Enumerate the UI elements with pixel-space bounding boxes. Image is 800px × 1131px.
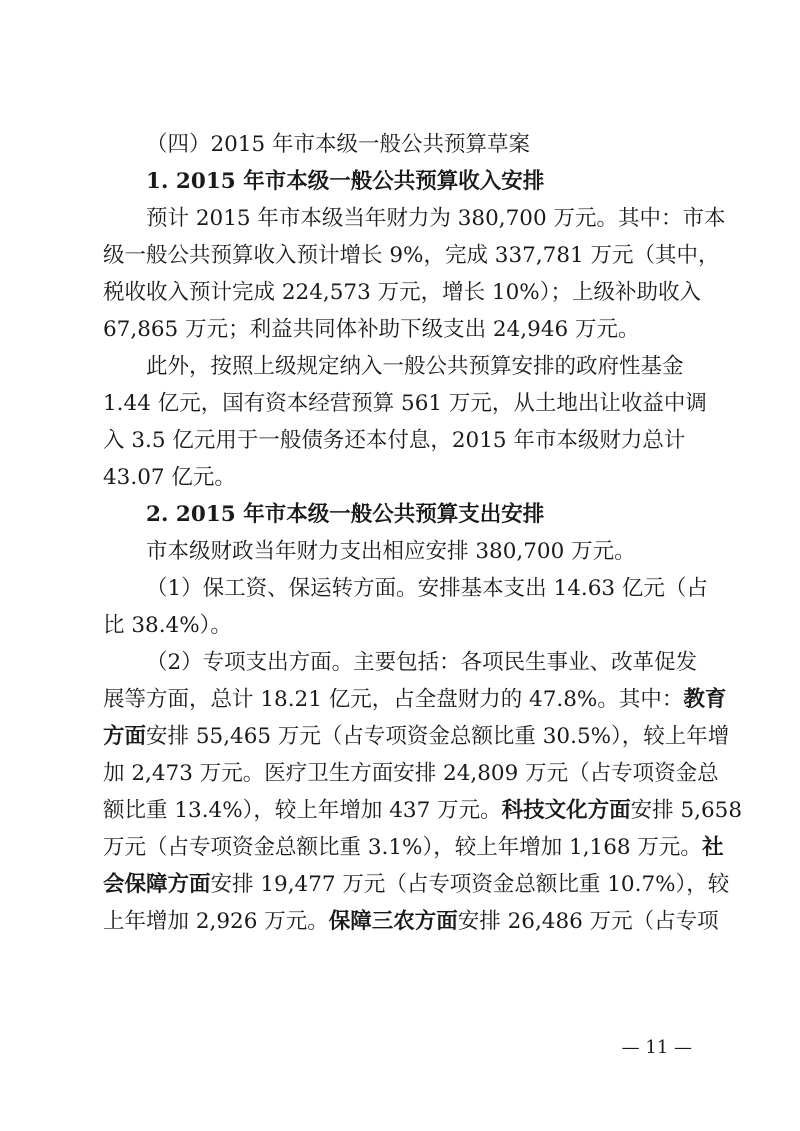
paragraph-line (103, 903, 719, 940)
paragraph-line: （2）专项支出方面。主要包括：各项民生事业、改革促发 (146, 650, 698, 675)
paragraph-line: 比 38.4%）。 (103, 613, 232, 638)
text-run: 安排 55,465 万元（占专项资金总额比重 30.5%），较上年增 (146, 724, 730, 749)
text-run: 上年增加 2,926 万元。 (103, 909, 329, 934)
page-content (103, 126, 742, 940)
bold-keyword: 社 (701, 835, 724, 860)
bold-keyword: 教育 (683, 687, 727, 712)
paragraph-line (103, 866, 730, 903)
paragraph-line: 预计 2015 年市本级当年财力为 380,700 万元。其中：市本 (146, 206, 726, 231)
paragraph-line (103, 829, 724, 866)
paragraph-line: 市本级财政当年财力支出相应安排 380,700 万元。 (146, 539, 636, 564)
text-run: 展等方面，总计 18.21 亿元，占全盘财力的 47.8%。其中： (103, 687, 684, 712)
paragraph-line: 级一般公共预算收入预计增长 9%，完成 337,781 万元（其中， (103, 243, 720, 268)
paragraph-line: 此外，按照上级规定纳入一般公共预算安排的政府性基金 (146, 354, 684, 379)
page-number: — 11 — (621, 1037, 692, 1058)
paragraph-line (103, 792, 742, 829)
paragraph-line (103, 718, 730, 755)
paragraph-line: 67,865 万元；利益共同体补助下级支出 24,946 万元。 (103, 317, 640, 342)
paragraph-line: （1）保工资、保运转方面。安排基本支出 14.63 亿元（占 (146, 576, 708, 601)
text-run: 安排 26,486 万元（占专项 (457, 909, 719, 934)
text-run: 安排 5,658 (630, 798, 742, 823)
paragraph-line: 1.44 亿元，国有资本经营预算 561 万元，从土地出让收益中调 (103, 391, 707, 416)
bold-keyword: 会保障方面 (103, 872, 211, 897)
paragraph-line: 加 2,473 万元。医疗卫生方面安排 24,809 万元（占专项资金总 (103, 761, 719, 786)
subsection-title-expenditure: 2. 2015 年市本级一般公共预算支出安排 (146, 502, 545, 527)
paragraph-line: 入 3.5 亿元用于一般债务还本付息，2015 年市本级财力总计 (103, 428, 686, 453)
text-run: 额比重 13.4%），较上年增加 437 万元。 (103, 798, 502, 823)
text-run: 安排 19,477 万元（占专项资金总额比重 10.7%），较 (210, 872, 730, 897)
paragraph-line: 43.07 亿元。 (103, 465, 236, 490)
bold-keyword: 方面 (103, 724, 147, 749)
paragraph-line: 税收收入预计完成 224,573 万元，增长 10%）；上级补助收入 (103, 280, 701, 305)
section-heading: （四）2015 年市本级一般公共预算草案 (146, 132, 531, 157)
bold-keyword: 保障三农方面 (328, 909, 458, 934)
bold-keyword: 科技文化方面 (501, 798, 631, 823)
paragraph-line (103, 681, 727, 718)
subsection-title-revenue: 1. 2015 年市本级一般公共预算收入安排 (146, 169, 545, 194)
text-run: 万元（占专项资金总额比重 3.1%），较上年增加 1,168 万元。 (103, 835, 702, 860)
